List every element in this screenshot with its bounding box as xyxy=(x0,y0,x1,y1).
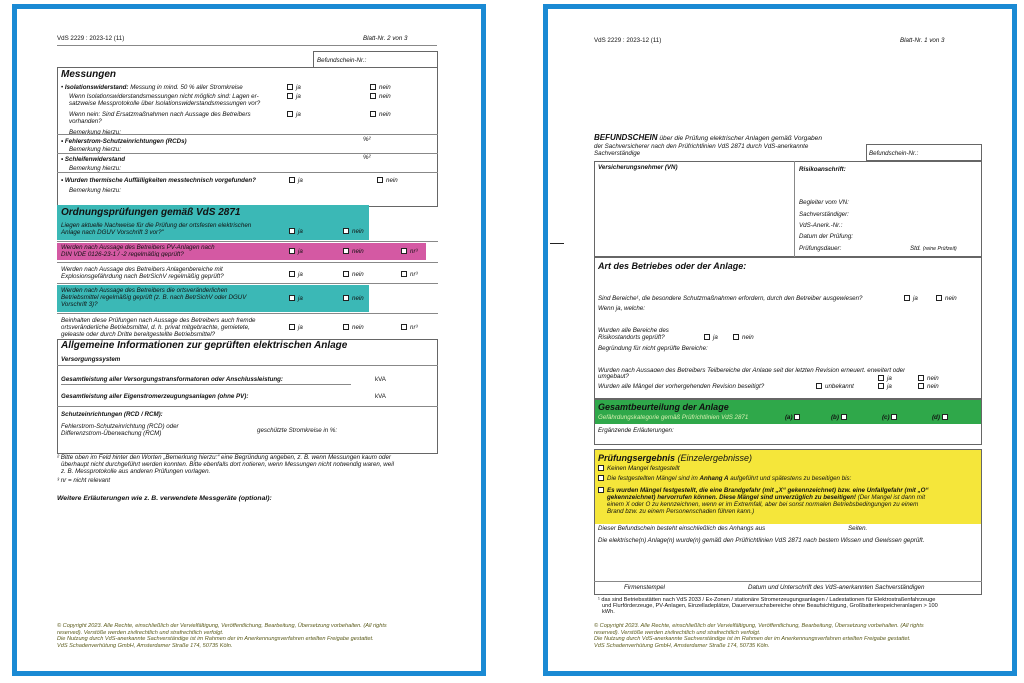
q3-ja-checkbox[interactable] xyxy=(289,271,295,277)
footnote-2: ² Bitte oben im Feld hinter den Worten „Bemerkung hierzu:“ eine Begründung angeben, z. B. wenn Messungen kaum oder xyxy=(57,454,391,461)
q3-nr-checkbox[interactable] xyxy=(401,271,407,277)
teil-ja-checkbox[interactable] xyxy=(878,375,884,381)
bereiche-ja-checkbox[interactable] xyxy=(904,295,910,301)
ordnung-q2: Werden nach Aussage des Betreibers PV-Anlagen nach xyxy=(61,244,215,251)
seiten-label: Seiten. xyxy=(848,525,868,532)
cat-b-checkbox[interactable] xyxy=(841,414,847,420)
risiko-label[interactable]: Risikoanschrift: xyxy=(799,166,846,173)
anlage-text: Die elektrische(n) Anlage(n) wurde(n) gemäß den Prüfrichtlinien VdS 2871 nach bestem Wissen und Gewissen geprüft. xyxy=(598,537,925,544)
ordnung-q1: Liegen aktuelle Nachweise für die Prüfung der ortsfesten elektrischen xyxy=(61,222,252,229)
versorgung-label: Versorgungssystem xyxy=(61,356,121,363)
schleife-row: • Schleifenwiderstand xyxy=(61,156,126,163)
q2-ja-checkbox[interactable] xyxy=(289,248,295,254)
iso3-nein-checkbox[interactable] xyxy=(370,111,376,117)
thermo-ja-checkbox[interactable] xyxy=(289,177,295,183)
q5-ja-checkbox[interactable] xyxy=(289,324,295,330)
schleife-percent: %² xyxy=(363,154,371,161)
doc-id: VdS 2229 : 2023-12 (11) xyxy=(594,37,662,44)
title-line3: Sachverständige xyxy=(594,150,641,157)
teil-question: Wurden nach Aussagen des Betreibers Teilbereiche der Anlage seit der letzten Revision erneuert, erweitert oder xyxy=(598,367,906,372)
ergaenzende-label[interactable]: Ergänzende Erläuterungen: xyxy=(598,427,674,434)
firmenstempel-label: Firmenstempel xyxy=(624,584,665,591)
seiten-text: Dieser Befundschein besteht einschließlich des Anhangs aus xyxy=(598,525,766,532)
iso-nein-checkbox[interactable] xyxy=(370,84,376,90)
maengel-nein-checkbox[interactable] xyxy=(918,383,924,389)
risiko-ja-checkbox[interactable] xyxy=(704,334,710,340)
iso3-text: Wenn nein: Sind Ersatzmaßnahmen nach Aussage des Betreibers xyxy=(69,111,251,118)
ordnung-q4-3: Vorschrift 3)? xyxy=(61,301,98,308)
iso2-text-2: satzweise Messprotokolle über Isolationswiderstandsmessungen vor? xyxy=(69,100,261,107)
q1-nein-checkbox[interactable] xyxy=(343,228,349,234)
rcd-row: • Fehlerstrom-Schutzeinrichtungen (RCDs) xyxy=(61,138,187,145)
q5-nein-checkbox[interactable] xyxy=(343,324,349,330)
iso2-text: Wenn Isolationswiderstandsmessungen nicht möglich sind: Lagen er- xyxy=(69,93,259,100)
schutz-label: Schutzeinrichtungen (RCD / RCM): xyxy=(61,411,163,418)
allgemein-title: Allgemeine Informationen zur geprüften elektrischen Anlage xyxy=(61,340,348,351)
wenn-ja-label[interactable]: Wenn ja, welche: xyxy=(598,305,646,312)
footnote-1-line2: und Flurförderzeuge, PV-Anlagen, Einzelladeplätze, Dauerversuchsbereiche ohne Beaufsichtigung, Großbatteriespeicheranlagen > 100 xyxy=(602,603,938,609)
iso3-ja-checkbox[interactable] xyxy=(287,111,293,117)
vn-label[interactable]: Versicherungsnehmer (VN) xyxy=(598,164,678,171)
iso-ja-checkbox[interactable] xyxy=(287,84,293,90)
begruendung-label[interactable]: Begründung für nicht geprüfte Bereiche: xyxy=(598,345,708,352)
begleiter-label[interactable]: Begleiter vom VN: xyxy=(799,199,849,206)
art-title[interactable]: Art des Betriebes oder der Anlage: xyxy=(598,261,747,271)
ordnung-q3: Werden nach Aussage des Betreibers Anlagenbereiche mit xyxy=(61,266,223,273)
doc-id: VdS 2229 : 2023-12 (11) xyxy=(57,35,125,42)
sheet-number: Blatt-Nr. 1 von 3 xyxy=(900,37,945,44)
q3-nein-checkbox[interactable] xyxy=(343,271,349,277)
datum-label[interactable]: Datum der Prüfung: xyxy=(799,233,853,240)
ordnung-q5-2: ortsveränderliche Betriebsmittel, d. h. privat mitgebrachte, gemietete, xyxy=(61,324,250,331)
std-label: Std. (reine Prüfzeit) xyxy=(910,245,957,252)
vn-box xyxy=(594,161,982,257)
form-page-1: VdS 2229 : 2023-12 (11) Blatt-Nr. 1 von 3 BEFUNDSCHEIN über die Prüfung elektrischer Anlagen gemäß Vorgaben der Sachversicherer nach den Prüfrichtlinien VdS 2871 durch VdS-anerkannte Sachverständige Befundschein-Nr.: Versicherungsnehmer (VN) Risikoanschrift: Begleiter vom VN: Sachverständiger: VdS-Anerk.-Nr.: Datum der Prüfung: Prüfungsdauer: Std. (reine Prüfzeit) Art des Betriebes oder der Anlage: Sind Bereiche¹, die besondere Schutzmaßnahmen erfordern, durch den Betreiber ausgewiesen? ja nein Wenn ja, welche: Wurden alle Bereiche des Risikostandorts geprüft? ja nein Begründung für nicht geprüfte Bereiche: Wurden nach Aussagen des Betreibers Teilbereiche der Anlage seit der letzten Revision erneuert, erweitert oder umgebaut? ja nein Wurden alle Mängel der vorhergehenden Revision beseitigt? unbekannt ja nein Gesamtbeurteilung der Anlage Gefährdungskategorie gemäß Prüfrichtlinien VdS 2871 (a) (b) (c) (d) Ergänzende Erläuterungen: Prüfungsergebnis (Einzelergebnisse) Keinen Mangel festgestellt Die festgestellten Mängel sind im Anhang A aufgeführt und spätestens zu beseitigen bis: Es wurden Mängel festgestellt, die eine Brandgefahr (mit „X“ gekennzeichnet) bzw. eine Unfallgefahr (mit „O“ gekennzeichnet) hervorrufen können. Diese Mängel sind unverzüglich zu beseitigen! (Der Mangel ist dann mit einem X oder O zu kennzeichnen, wenn er im Extremfall, aber bei sonst normalen Betriebsbedingungen zu einem Brand bzw. zu einem Personenschaden führen kann.) Dieser Befundschein besteht einschließlich des Anhangs aus Seiten. Die elektrische(n) Anlage(n) wurde(n) gemäß den Prüfrichtlinien VdS 2871 nach bestem Wissen und Gewissen geprüft. Firmenstempel Datum und Unterschrift des VdS-anerkannten Sachverständigen ¹ das sind Betriebsstätten nach VdS 2033 / Ex-Zonen / stationäre Stromerzeugungsanlagen / Ladestationen für Elektrostraßenfahrzeuge und Flurförderzeuge, PV-Anlagen, Einzelladeplätze, Dauerversuchsbereiche ohne Beaufsichtigung, Großbatteriespeicheranlagen > 100 kWh. © Copyright 2023. Alle Rechte, einschließlich der Vervielfältigung, Veröffentlichung, Bearbeitung, Übersetzung vorbehalten. (All rights reserved). Verstöße werden zivilrechtlich und strafrechtlich verfolgt. Die Nutzung durch VdS-anerkannte Sachverständige ist im Rahmen der im Anerkennungsverfahren erteilten Freigabe gestattet. VdS Schadenverhütung GmbH, Amsterdamer Straße 174, 50735 Köln. xyxy=(543,4,1017,676)
teil-nein-checkbox[interactable] xyxy=(918,375,924,381)
copyright-footer: © Copyright 2023. Alle Rechte, einschließlich der Vervielfältigung, Veröffentlichung, Bearbeitung, Übersetzung vorbehalten. (All rights reserved). Verstöße werden zivilrechtlich und strafrechtlich verfolgt. Die Nutzung durch VdS-anerkannte Sachverständige ist im Rahmen der im Anerkennungsverfahren erteilten Freigabe gestattet. VdS Schadenverhütung GmbH, Amsterdamer Straße 174, 50735 Köln. xyxy=(57,623,387,649)
iso3-text-2: vorhanden? xyxy=(69,118,102,125)
maengel-question: Wurden alle Mängel der vorhergehenden Revision beseitigt? xyxy=(598,383,765,390)
bemerkung-rcd: Bemerkung hierzu: xyxy=(69,146,121,153)
result-gefahr-text: einem X oder O zu kennzeichnen, wenn er im Extremfall, aber bei sonst normalen Betriebsbedingungen zu einem xyxy=(607,501,919,508)
iso-row: • Isolationswiderstand: Messung in mind. 50 % aller Stromkreise xyxy=(61,84,243,91)
schutz-text: Fehlerstrom-Schutzeinrichtung (RCD) oder xyxy=(61,423,179,430)
befundschein-title: BEFUNDSCHEIN über die Prüfung elektrischer Anlagen gemäß Vorgaben xyxy=(594,133,823,142)
trafo-unit: kVA xyxy=(375,376,386,383)
ordnung-q2-2: DIN VDE 0126-23-1 / -2 regelmäßig geprüft? xyxy=(61,251,184,257)
bereiche-question: Sind Bereiche¹, die besondere Schutzmaßnahmen erfordern, durch den Betreiber ausgewiesen? xyxy=(598,295,863,302)
copyright-footer: © Copyright 2023. Alle Rechte, einschließlich der Vervielfältigung, Veröffentlichung, Bearbeitung, Übersetzung vorbehalten. (All rights reserved). Verstöße werden zivilrechtlich und strafrechtlich verfolgt. Die Nutzung durch VdS-anerkannte Sachverständige ist im Rahmen der im Anerkennungsverfahren erteilten Freigabe gestattet. VdS Schadenverhütung GmbH, Amsterdamer Straße 174, 50735 Köln. xyxy=(594,623,924,649)
ordnung-q5: Beinhalten diese Prüfungen nach Aussage des Betreibers auch fremde xyxy=(61,317,256,324)
q1-ja-checkbox[interactable] xyxy=(289,228,295,234)
footnote-2-line2: überhaupt nicht durchgeführt werden konnten. Bitte ebenfalls dort notieren, wenn Messungen nicht notwendig waren, weil xyxy=(61,461,394,468)
maengel-unbekannt-checkbox[interactable] xyxy=(816,383,822,389)
ordnung-q4-2: Betriebsmittel regelmäßig geprüft (z. B. nach BetrSichV oder DGUV xyxy=(61,294,247,301)
bemerkung-thermo: Bemerkung hierzu: xyxy=(69,187,121,194)
iso2-ja-checkbox[interactable] xyxy=(287,93,293,99)
q4-ja-checkbox[interactable] xyxy=(289,295,295,301)
umgebaut-text: umgebaut? xyxy=(598,373,629,380)
form-page-2: VdS 2229 : 2023-12 (11) Blatt-Nr. 2 von 3 Befundschein-Nr.: Messungen • Isolationswiderstand: Messung in mind. 50 % aller Stromkreise ja nein Wenn Isolationswiderstandsmessungen nicht möglich sind: Lagen er- satzweise Messprotokolle über Isolationswiderstandsmessungen vor? ja nein Wenn nein: Sind Ersatzmaßnahmen nach Aussage des Betreibers vorhanden? ja nein Bemerkung hierzu: • Fehlerstrom-Schutzeinrichtungen (RCDs) %² Bemerkung hierzu: • Schleifenwiderstand %² Bemerkung hierzu: • Wurden thermische Auffälligkeiten messtechnisch vorgefunden? ja nein Bemerkung hierzu: Ordnungsprüfungen gemäß VdS 2871 Liegen aktuelle Nachweise für die Prüfung der ortsfesten elektrischen Anlage nach DGUV Vorschrift 3 vor?" ja nein Werden nach Aussage des Betreibers PV-Anlagen nach DIN VDE 0126-23-1 / -2 regelmäßig geprüft? ja nein nr³ Werden nach Aussage des Betreibers Anlagenbereiche mit Explosionsgefährdung nach BetrSichV regelmäßig geprüft? ja nein nr³ Werden nach Aussage des Betreibers die ortsveränderlichen Betriebsmittel regelmäßig geprüft (z. B. nach BetrSichV oder DGUV Vorschrift 3)? ja nein Beinhalten diese Prüfungen nach Aussage des Betreibers auch fremde ortsveränderliche Betriebsmittel, d. h. privat mitgebrachte, gemietete, geleaste oder durch Dritte bereitgestellte Betriebsmittel? ja nein nr³ Allgemeine Informationen zur geprüften elektrischen Anlage Versorgungssystem Gesamtleistung aller Versorgungstransformatoren oder Anschlussleistung: kVA Gesamtleistung aller Eigenstromerzeugungsanlagen (ohne PV): kVA Schutzeinrichtungen (RCD / RCM): Fehlerstrom-Schutzeinrichtung (RCD) oder Differenzstrom-Überwachung (RCM) geschützte Stromkreise in %: ² Bitte oben im Feld hinter den Worten „Bemerkung hierzu:“ eine Begründung angeben, z. B. wenn Messungen kaum oder überhaupt nicht durchgeführt werden konnten. Bitte ebenfalls dort notieren, wenn Messungen nicht notwendig waren, weil z. B. Messprotokolle aus anderen Prüfungen vorlagen. ³ nr = nicht relevant Weitere Erläuterungen wie z. B. verwendete Messgeräte (optional): © Copyright 2023. Alle Rechte, einschließlich der Vervielfältigung, Veröffentlichung, Bearbeitung, Übersetzung vorbehalten. (All rights reserved). Verstöße werden zivilrechtlich und strafrechtlich verfolgt. Die Nutzung durch VdS-anerkannte Sachverständige ist im Rahmen der im Anerkennungsverfahren erteilten Freigabe gestattet. VdS Schadenverhütung GmbH, Amsterdamer Straße 174, 50735 Köln. xyxy=(12,4,486,676)
bemerkung-schleife: Bemerkung hierzu: xyxy=(69,165,121,172)
thermo-nein-checkbox[interactable] xyxy=(377,177,383,183)
befundschein-label: Befundschein-Nr.: xyxy=(869,150,919,157)
risiko-question-2: Risikostandorts geprüft? xyxy=(598,334,665,341)
title-line2: der Sachversicherer nach den Prüfrichtlinien VdS 2871 durch VdS-anerkannte xyxy=(594,143,809,150)
thermo-row: • Wurden thermische Auffälligkeiten messtechnisch vorgefunden? xyxy=(61,177,256,184)
unterschrift-label: Datum und Unterschrift des VdS-anerkannten Sachverständigen xyxy=(748,584,925,591)
footnote-3: ³ nr = nicht relevant xyxy=(57,477,111,484)
weitere-label: Weitere Erläuterungen wie z. B. verwendete Messgeräte (optional): xyxy=(57,495,272,502)
pruef-title: Prüfungsergebnis (Einzelergebnisse) xyxy=(598,453,753,463)
befundschein-label: Befundschein-Nr.: xyxy=(317,57,367,64)
rcd-percent: %² xyxy=(363,136,371,143)
messungen-title: Messungen xyxy=(61,69,117,80)
schutz-text-2: Differenzstrom-Überwachung (RCM) xyxy=(61,430,162,437)
margin-mark xyxy=(550,243,564,244)
risiko-nein-checkbox[interactable] xyxy=(733,334,739,340)
footnote-1-line3: kWh. xyxy=(602,609,615,615)
q5-nr-checkbox[interactable] xyxy=(401,324,407,330)
sheet-number: Blatt-Nr. 2 von 3 xyxy=(363,35,408,42)
result-gefahr-text-2: Brand bzw. zu einem Personenschaden führen kann.) xyxy=(607,508,755,515)
iso2-nein-checkbox[interactable] xyxy=(370,93,376,99)
ordnung-q1-2: Anlage nach DGUV Vorschrift 3 vor?" xyxy=(61,229,164,236)
eigen-label: Gesamtleistung aller Eigenstromerzeugungsanlagen (ohne PV): xyxy=(61,393,249,400)
footnote-2-line3: z. B. Messprotokolle aus anderen Prüfungen vorlagen. xyxy=(61,468,211,475)
eigen-unit: kVA xyxy=(375,393,386,400)
q2-nr-checkbox[interactable] xyxy=(401,248,407,254)
trafo-label: Gesamtleistung aller Versorgungstransformatoren oder Anschlussleistung: xyxy=(61,376,283,383)
ordnung-q3-2: Explosionsgefährdung nach BetrSichV regelmäßig geprüft? xyxy=(61,273,224,280)
dauer-label[interactable]: Prüfungsdauer: xyxy=(799,245,842,252)
q2-nein-checkbox[interactable] xyxy=(343,248,349,254)
footnote-1: ¹ das sind Betriebsstätten nach VdS 2033 / Ex-Zonen / stationäre Stromerzeugungsanlagen / Ladestationen für Elektrostraßenfahrzeuge xyxy=(598,597,936,603)
cat-c-checkbox[interactable] xyxy=(891,414,897,420)
gefahr-label: Gefährdungskategorie gemäß Prüfrichtlinien VdS 2871 xyxy=(598,414,749,421)
bemerkung-iso: Bemerkung hierzu: xyxy=(69,129,121,134)
ordnung-q4: Werden nach Aussage des Betreibers die ortsveränderlichen xyxy=(61,287,228,294)
cat-d-checkbox[interactable] xyxy=(942,414,948,420)
cat-a-checkbox[interactable] xyxy=(794,414,800,420)
result-anhang-checkbox[interactable] xyxy=(598,475,604,481)
risiko-question: Wurden alle Bereiche des xyxy=(598,327,669,334)
result-kein-checkbox[interactable] xyxy=(598,465,604,471)
ordnung-q5-3: geleaste oder durch Dritte bereitgestellte Betriebsmittel? xyxy=(61,331,216,338)
maengel-ja-checkbox[interactable] xyxy=(878,383,884,389)
ordnung-title: Ordnungsprüfungen gemäß VdS 2871 xyxy=(61,207,241,218)
gesamt-title: Gesamtbeurteilung der Anlage xyxy=(598,402,729,412)
sachverst-label[interactable]: Sachverständiger: xyxy=(799,211,849,218)
bereiche-nein-checkbox[interactable] xyxy=(936,295,942,301)
result-gefahr-checkbox[interactable] xyxy=(598,487,604,493)
geschuetzt-label: geschützte Stromkreise in %: xyxy=(257,427,338,434)
anerk-label[interactable]: VdS-Anerk.-Nr.: xyxy=(799,222,843,229)
q4-nein-checkbox[interactable] xyxy=(343,295,349,301)
